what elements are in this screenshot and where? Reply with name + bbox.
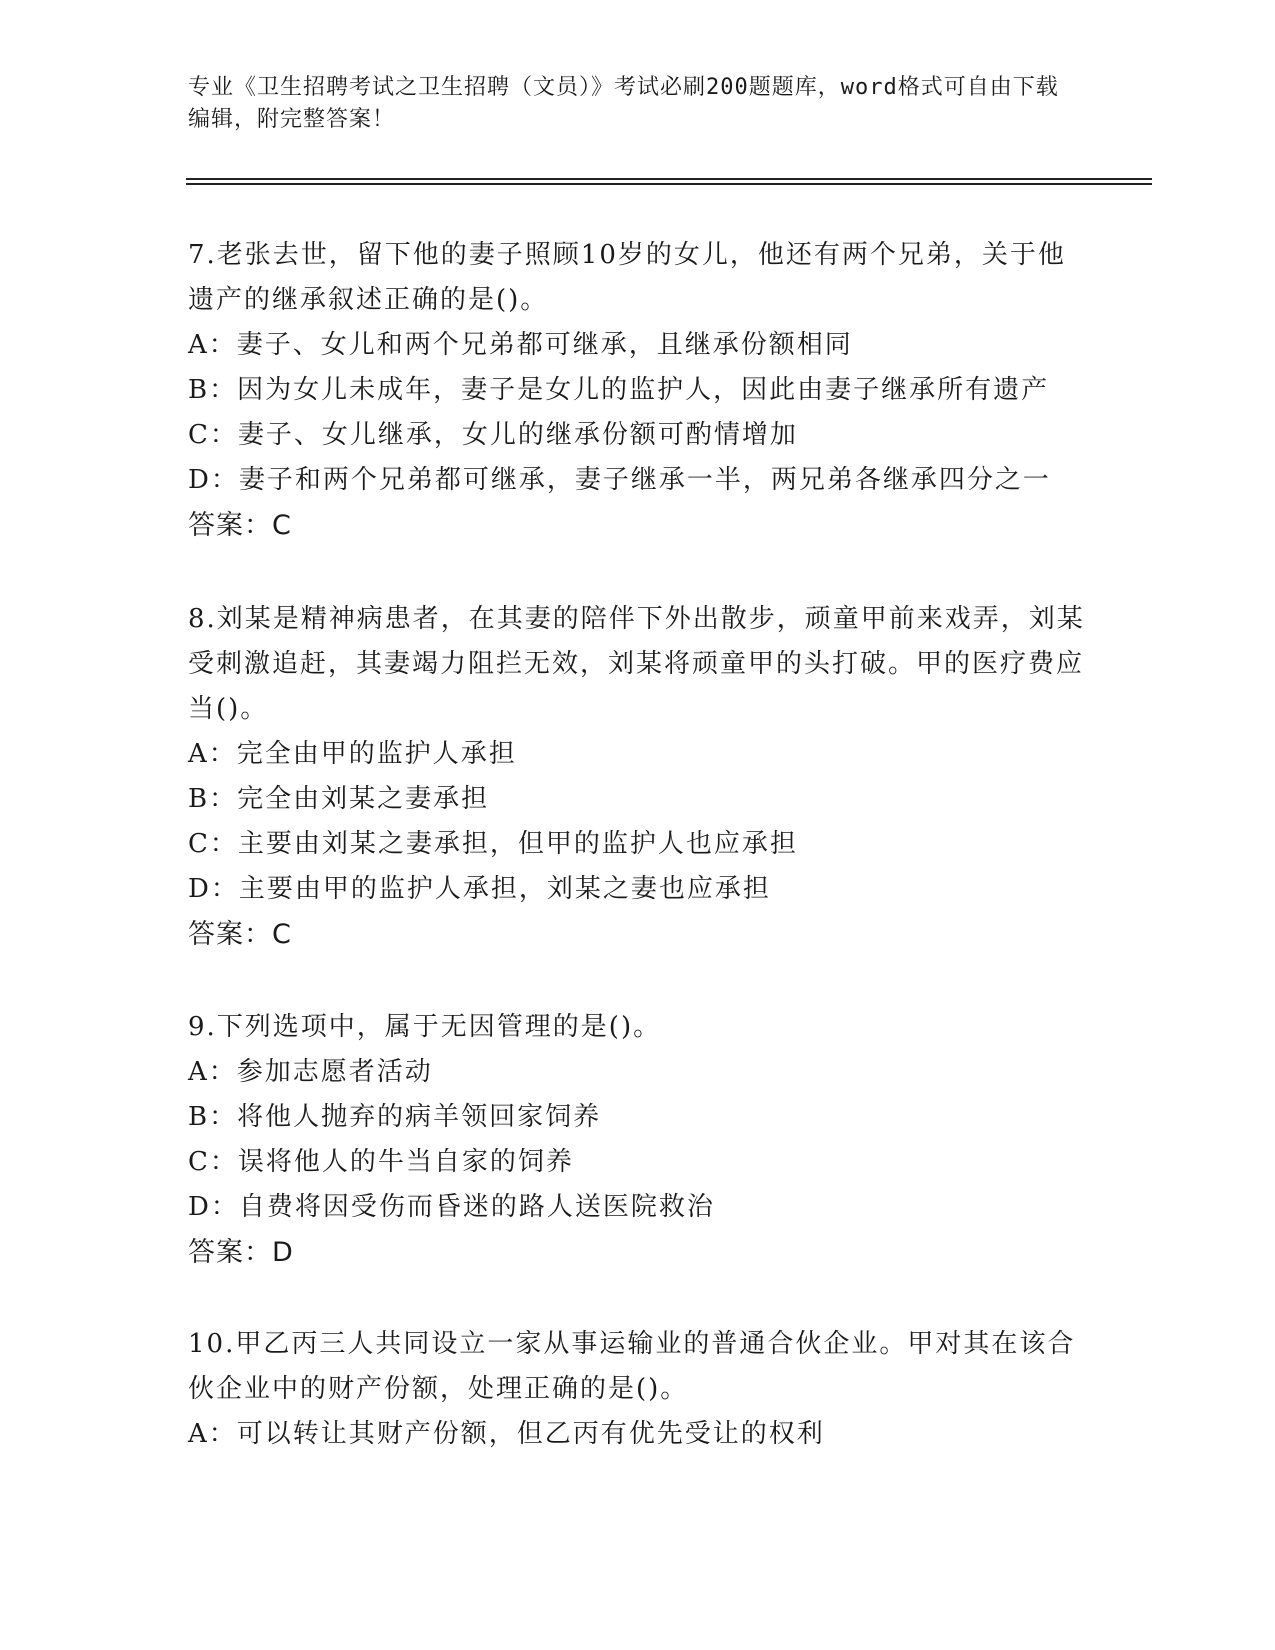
option-a: A：参加志愿者活动 bbox=[188, 1057, 433, 1087]
question-10 bbox=[188, 1322, 1088, 1457]
answer-line: 答案：C bbox=[188, 919, 292, 950]
option-b: B：因为女儿未成年，妻子是女儿的监护人，因此由妻子继承所有遗产 bbox=[188, 375, 1050, 405]
question-stem: 10.甲乙丙三人共同设立一家从事运输业的普通合伙企业。甲对其在该合伙企业中的财产份额，处理正确的是()。 bbox=[188, 1329, 1076, 1404]
option-a: A：完全由甲的监护人承担 bbox=[188, 739, 517, 769]
question-stem: 8.刘某是精神病患者，在其妻的陪伴下外出散步，顽童甲前来戏弄，刘某受刺激追赶，其妻竭力阻拦无效，刘某将顽童甲的头打破。甲的医疗费应当()。 bbox=[188, 604, 1085, 724]
option-d: D：自费将因受伤而昏迷的路人送医院救治 bbox=[188, 1192, 715, 1222]
answer-line: 答案：C bbox=[188, 510, 292, 541]
option-c: C：主要由刘某之妻承担，但甲的监护人也应承担 bbox=[188, 829, 798, 859]
option-c: C：妻子、女儿继承，女儿的继承份额可酌情增加 bbox=[188, 420, 798, 450]
header-divider bbox=[186, 178, 1152, 180]
answer-line: 答案：D bbox=[188, 1237, 294, 1268]
question-stem: 7.老张去世，留下他的妻子照顾10岁的女儿，他还有两个兄弟，关于他遗产的继承叙述正确的是()。 bbox=[188, 240, 1066, 315]
option-b: B：完全由刘某之妻承担 bbox=[188, 784, 490, 814]
question-9 bbox=[188, 1005, 1088, 1275]
question-stem: 9.下列选项中，属于无因管理的是()。 bbox=[188, 1012, 662, 1042]
option-c: C：误将他人的牛当自家的饲养 bbox=[188, 1147, 574, 1177]
question-7 bbox=[188, 233, 1088, 548]
option-a: A：可以转让其财产份额，但乙丙有优先受让的权利 bbox=[188, 1419, 825, 1449]
document-header: 专业《卫生招聘考试之卫生招聘（文员）》考试必刷200题题库，word格式可自由下载编辑，附完整答案！ bbox=[188, 75, 1059, 132]
option-b: B：将他人抛弃的病羊领回家饲养 bbox=[188, 1102, 602, 1132]
header-divider-secondary bbox=[186, 183, 1152, 185]
question-8 bbox=[188, 597, 1088, 957]
option-d: D：妻子和两个兄弟都可继承，妻子继承一半，两兄弟各继承四分之一 bbox=[188, 465, 1051, 495]
option-a: A：妻子、女儿和两个兄弟都可继承，且继承份额相同 bbox=[188, 330, 853, 360]
option-d: D：主要由甲的监护人承担，刘某之妻也应承担 bbox=[188, 874, 771, 904]
